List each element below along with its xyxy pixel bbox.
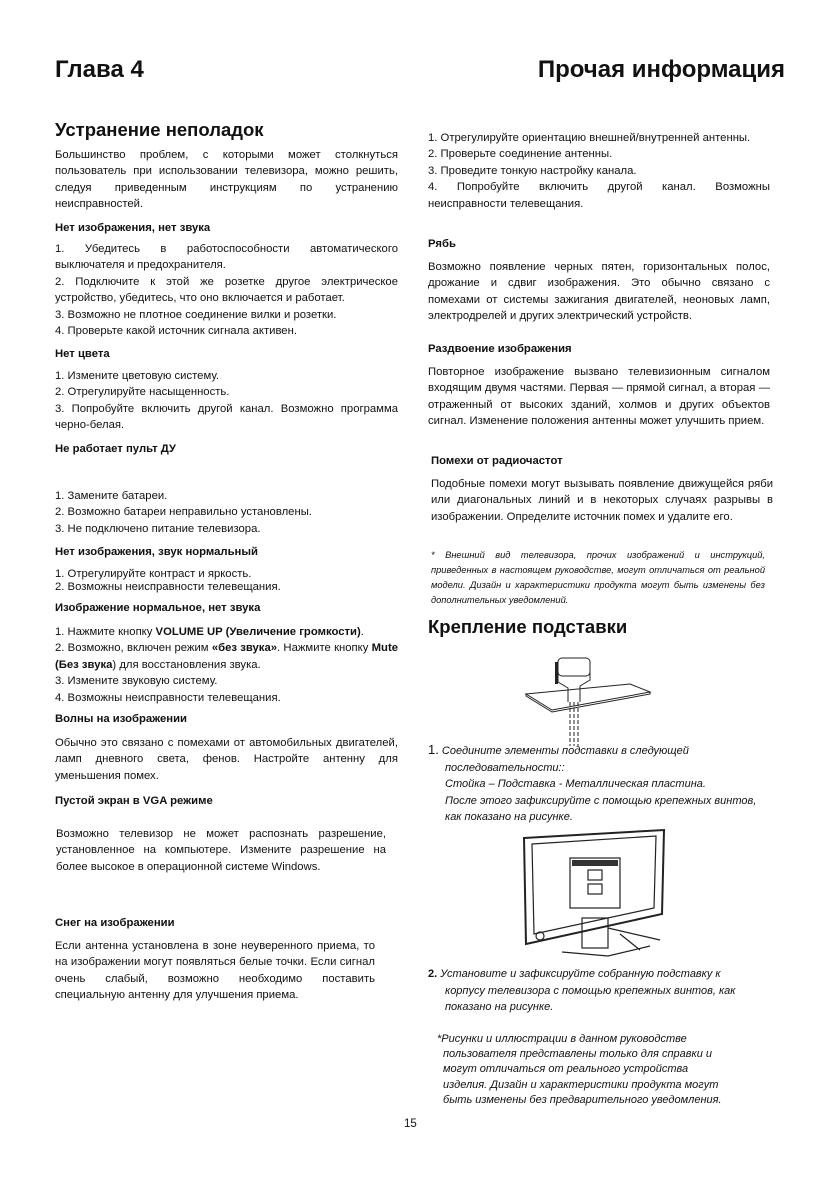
stand-assembly-illustration bbox=[520, 652, 655, 748]
list-item: 1. Убедитесь в работоспособности автоматического выключателя и предохранителя. bbox=[55, 243, 398, 272]
step-number: 2. bbox=[428, 968, 438, 980]
heading-rf: Помехи от радиочастот bbox=[431, 455, 563, 467]
text: 1. Нажмите кнопку bbox=[55, 626, 156, 638]
intro-text: Большинство проблем, с которыми может столкнуться пользователь при использовании телевизора, можно решить, следуя приведенным инструкциям по устранению неисправностей. bbox=[55, 149, 398, 211]
text: . Нажмите кнопку bbox=[277, 642, 372, 655]
ripple-paragraph bbox=[428, 259, 770, 325]
list-picture-ok-no-sound bbox=[55, 624, 398, 706]
list-item: 2. Отрегулируйте насыщенность. bbox=[55, 386, 230, 399]
list-item bbox=[55, 640, 398, 673]
step-line: корпусу телевизора с помощью крепежных винтов, как bbox=[445, 984, 736, 997]
note-line: *Рисунки и иллюстрации в данном руководстве bbox=[437, 1033, 687, 1045]
snow-paragraph bbox=[55, 938, 375, 1004]
list-item: 3. Проведите тонкую настройку канала. bbox=[428, 164, 637, 177]
step-line: После этого зафиксируйте с помощью крепежных винтов, bbox=[445, 794, 757, 807]
list-item: 3. Возможно не плотное соединение вилки и розетки. bbox=[55, 308, 337, 321]
section-header: Прочая информация bbox=[537, 56, 785, 83]
heading-ghost: Раздвоение изображения bbox=[428, 343, 572, 355]
ripple-text: Возможно появление черных пятен, горизонтальных полос, дрожание и сдвиг изображения. Это обычно связано с помехами от системы зажигания двигателей, неоновых ламп, электродрелей и других электрический устройств. bbox=[428, 261, 770, 323]
tv-stand-illustration bbox=[520, 828, 670, 958]
rf-text: Подобные помехи могут вызывать появление движущейся ряби или диагональных линий и в некоторых случаях разрывы в изображении. Определите источник помех и удалите его. bbox=[431, 478, 773, 523]
note-line: могут отличаться от реального устройства bbox=[443, 1063, 689, 1076]
rf-paragraph bbox=[431, 476, 773, 525]
bold-text: Mute (Без звука bbox=[55, 642, 398, 671]
list-item: 2. Проверьте соединение антенны. bbox=[428, 148, 613, 161]
list-item: 4. Попробуйте включить другой канал. Возможны неисправности телевещания. bbox=[428, 181, 770, 210]
heading-no-color: Нет цвета bbox=[55, 348, 110, 360]
list-item: 1. Измените цветовую систему. bbox=[55, 370, 220, 382]
troubleshooting-title: Устранение неполадок bbox=[55, 119, 264, 140]
list-item: 4. Проверьте какой источник сигнала активен. bbox=[55, 325, 297, 338]
list-no-color bbox=[55, 368, 398, 434]
list-item bbox=[55, 624, 398, 640]
note-line: быть изменены без предварительного уведомления. bbox=[443, 1093, 722, 1106]
list-snow bbox=[428, 130, 770, 212]
stand-title: Крепление подставки bbox=[428, 616, 628, 637]
list-item: 1. Замените батареи. bbox=[55, 490, 168, 502]
step-line: Стойка – Подставка - Металлическая пластина. bbox=[445, 778, 706, 790]
note-line: изделия. Дизайн и характеристики продукта могут bbox=[443, 1078, 719, 1091]
bold-text: VOLUME UP (Увеличение громкости) bbox=[155, 626, 361, 638]
step-line: последовательности:: bbox=[445, 761, 565, 774]
heading-ripple: Рябь bbox=[428, 238, 456, 250]
illustration-note bbox=[437, 1032, 797, 1108]
list-remote bbox=[55, 488, 398, 537]
heading-vga: Пустой экран в VGA режиме bbox=[55, 795, 213, 807]
waves-paragraph bbox=[55, 735, 398, 784]
text: ) для восстановления звука. bbox=[112, 658, 261, 671]
page-number: 15 bbox=[404, 1118, 417, 1130]
heading-no-picture-sound-ok: Нет изображения, звук нормальный bbox=[55, 546, 258, 558]
ghost-paragraph bbox=[428, 364, 770, 430]
heading-remote: Не работает пульт ДУ bbox=[55, 443, 176, 455]
list-item: 4. Возможны неисправности телевещания. bbox=[55, 691, 281, 704]
stand-step-1 bbox=[428, 742, 798, 826]
heading-snow: Снег на изображении bbox=[55, 917, 175, 929]
list-item: 1. Отрегулируйте контраст и яркость. bbox=[55, 568, 252, 580]
step-line: как показано на рисунке. bbox=[445, 811, 573, 823]
intro-paragraph bbox=[55, 147, 398, 213]
step-line: Соедините элементы подставки в следующей bbox=[441, 745, 689, 757]
list-item: 2. Подключите к этой же розетке другое электрическое устройство, убедитесь, что оно включается и работает. bbox=[55, 275, 398, 305]
ghost-text: Повторное изображение вызвано телевизионным сигналом входящим двумя частями. Первая — прямой сигнал, а вторая — отраженный от высоких зданий, холмов и других объектов сигнал. Изменение положения антенны может улучшить прием. bbox=[428, 366, 770, 428]
list-item: 1. Отрегулируйте ориентацию внешней/внутренней антенны. bbox=[428, 132, 751, 144]
step-line: показано на рисунке. bbox=[445, 1001, 554, 1013]
heading-picture-ok-no-sound: Изображение нормальное, нет звука bbox=[55, 602, 261, 614]
chapter-title: Глава 4 bbox=[55, 56, 144, 83]
step-number: 1. bbox=[428, 742, 439, 757]
vga-paragraph bbox=[56, 826, 386, 875]
heading-no-picture-no-sound: Нет изображения, нет звука bbox=[55, 222, 211, 234]
text: 2. Возможно, включен режим bbox=[55, 642, 212, 655]
stand-step-2 bbox=[428, 966, 798, 1016]
list-item: 2. Возможно батареи неправильно установлены. bbox=[55, 506, 312, 519]
note-text: * Внешний вид телевизора, прочих изображений и инструкций, приведенных в настоящем руководстве, могут отличаться от реальной модели. Дизайн и характеристики продукта могут быть изменены без дополнительных уведомлений. bbox=[431, 550, 765, 605]
list-item: 3. Попробуйте включить другой канал. Возможно программа черно-белая. bbox=[55, 402, 398, 432]
list-no-picture-no-sound bbox=[55, 241, 398, 339]
heading-waves: Волны на изображении bbox=[55, 713, 188, 725]
note-line: пользователя представлены только для справки и bbox=[443, 1048, 713, 1061]
waves-text: Обычно это связано с помехами от автомобильных двигателей, ламп дневного света, фенов. Настройте антенну для уменьшения помех. bbox=[55, 737, 398, 782]
list-item: 3. Не подключено питание телевизора. bbox=[55, 522, 261, 535]
list-item: 3. Измените звуковую систему. bbox=[55, 675, 218, 688]
snow-text: Если антенна установлена в зоне неуверенного приема, то на изображении могут появляться белые точки. Если сигнал очень слабый, возможно необходимо поставить специальную антенну для улучшения приема. bbox=[55, 940, 375, 1002]
vga-text: Возможно телевизор не может распознать разрешение, установленное на компьютере. Измените разрешение на более высокое в операционной системе Windows. bbox=[56, 828, 386, 873]
step-line: Установите и зафиксируйте собранную подставку к bbox=[440, 968, 721, 980]
list-item: 2. Возможны неисправности телевещания. bbox=[55, 581, 281, 593]
text: . bbox=[360, 626, 364, 638]
bold-text: «без звука» bbox=[211, 642, 278, 655]
list-no-picture-sound-ok bbox=[55, 568, 398, 594]
appearance-note bbox=[431, 548, 765, 608]
